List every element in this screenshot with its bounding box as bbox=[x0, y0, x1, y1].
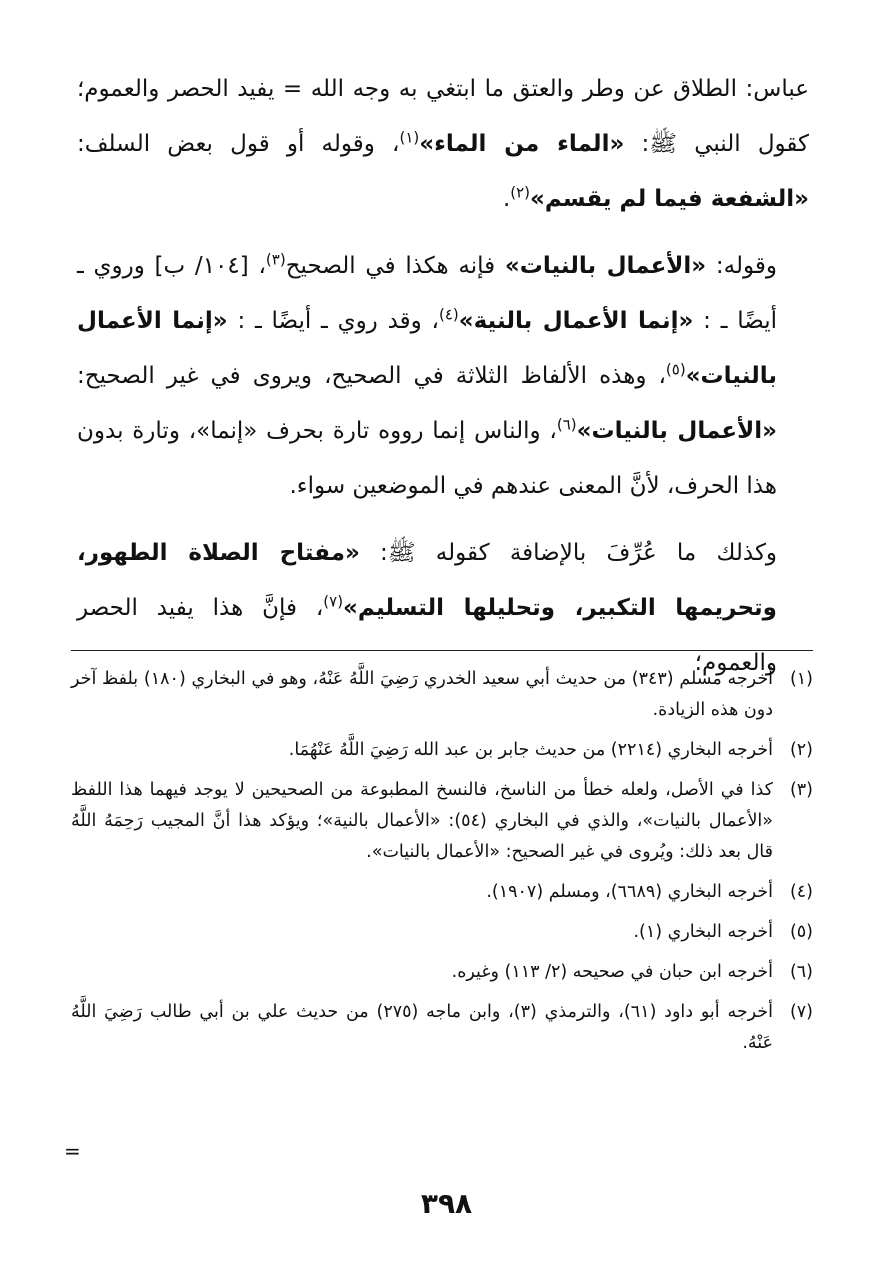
footnote-ref-5[interactable]: (٥) bbox=[665, 360, 686, 379]
paragraph-1 bbox=[77, 62, 809, 227]
text-span: وقوله: bbox=[706, 253, 777, 279]
footnote-ref-2[interactable]: (٢) bbox=[510, 183, 531, 202]
text-span: عباس: الطلاق عن وطر والعتق ما ابتغي به وجه الله = يفيد الحصر والعموم؛ كقول النبي ﷺ: bbox=[77, 76, 809, 157]
footnote-item bbox=[71, 877, 813, 908]
footnote-number: (٧) bbox=[789, 1002, 813, 1022]
text-span: ، وقوله أو قول بعض السلف: bbox=[77, 131, 400, 157]
footnotes bbox=[71, 664, 813, 1068]
footnote-number: (٢) bbox=[789, 740, 813, 760]
footnote-item bbox=[71, 917, 813, 948]
text-span: ، [١٠٤/ ب] وروي ـ أيضًا ـ : bbox=[77, 253, 777, 334]
footnote-text: أخرجه البخاري (٢٢١٤) من حديث جابر بن عبد الله رَضِيَ اللَّهُ عَنْهُمَا. bbox=[288, 740, 773, 760]
footnote-ref-1[interactable]: (١) bbox=[399, 128, 420, 147]
footnote-number: (٣) bbox=[789, 780, 813, 800]
footnote-item bbox=[71, 997, 813, 1059]
footnote-number: (٦) bbox=[789, 962, 813, 982]
footnote-text: كذا في الأصل، ولعله خطأ من الناسخ، فالنسخ المطبوعة من الصحيحين لا يوجد فيهما هذا اللفظ «الأعمال بالنيات»، والذي في البخاري (٥٤): «الأعمال بالنية»؛ ويؤكد هذا أنَّ المجيب رَحِمَهُ اللَّهُ قال بعد ذلك: ويُروى في غير الصحيح: «الأعمال بالنيات». bbox=[71, 780, 773, 862]
footnote-item bbox=[71, 775, 813, 868]
footnote-ref-4[interactable]: (٤) bbox=[438, 305, 459, 324]
footnote-text: أخرجه ابن حبان في صحيحه (٢/ ١١٣) وغيره. bbox=[451, 962, 773, 982]
footnote-ref-6[interactable]: (٦) bbox=[556, 415, 577, 434]
footnote-number: (٤) bbox=[789, 882, 813, 902]
footnote-item bbox=[71, 957, 813, 988]
continuation-mark: = bbox=[64, 1139, 81, 1163]
footnote-number: (١) bbox=[789, 669, 813, 689]
hadith-quote: «إنما الأعمال بالنية» bbox=[458, 308, 694, 334]
footnote-text: أخرجه البخاري (١). bbox=[633, 922, 773, 942]
text-span: ، وقد روي ـ أيضًا ـ : bbox=[227, 308, 439, 334]
footnote-ref-7[interactable]: (٧) bbox=[323, 592, 344, 611]
hadith-quote: «الماء من الماء» bbox=[419, 131, 625, 157]
hadith-quote: «الأعمال بالنيات» bbox=[576, 418, 777, 444]
footnote-text: أخرجه أبو داود (٦١)، والترمذي (٣)، وابن ماجه (٢٧٥) من حديث علي بن أبي طالب رَضِيَ اللَّهُ عَنْهُ. bbox=[71, 1002, 773, 1053]
footnote-ref-3[interactable]: (٣) bbox=[265, 250, 286, 269]
main-text bbox=[77, 62, 809, 703]
text-span: فإنه هكذا في الصحيح bbox=[285, 253, 505, 279]
text-span: وكذلك ما عُرِّفَ بالإضافة كقوله ﷺ: bbox=[359, 540, 777, 566]
text-span: ، فإنَّ هذا يفيد الحصر والعموم؛ bbox=[77, 595, 777, 676]
footnote-divider bbox=[71, 650, 813, 651]
footnote-text: أخرجه مسلم (٣٤٣) من حديث أبي سعيد الخدري رَضِيَ اللَّهُ عَنْهُ، وهو في البخاري (١٨٠) بلفظ آخر دون هذه الزيادة. bbox=[71, 669, 773, 720]
footnote-item bbox=[71, 664, 813, 726]
hadith-quote: «إنما الأعمال بالنيات» bbox=[77, 308, 777, 389]
footnote-item bbox=[71, 735, 813, 766]
text-span: ، والناس إنما رووه تارة بحرف «إنما»، وتارة بدون هذا الحرف، لأنَّ المعنى عندهم في الموضعين سواء. bbox=[77, 418, 777, 499]
text-span: . bbox=[502, 186, 511, 212]
hadith-quote: «الأعمال بالنيات» bbox=[504, 253, 707, 279]
text-span: ، وهذه الألفاظ الثلاثة في الصحيح، ويروى في غير الصحيح: bbox=[77, 363, 666, 389]
hadith-quote: «الشفعة فيما لم يقسم» bbox=[530, 186, 809, 212]
page-number: ٣٩٨ bbox=[420, 1187, 473, 1220]
hadith-quote: «مفتاح الصلاة الطهور، وتحريمها التكبير، وتحليلها التسليم» bbox=[77, 540, 777, 621]
paragraph-2 bbox=[77, 239, 809, 514]
footnote-number: (٥) bbox=[789, 922, 813, 942]
footnote-text: أخرجه البخاري (٦٦٨٩)، ومسلم (١٩٠٧). bbox=[486, 882, 773, 902]
